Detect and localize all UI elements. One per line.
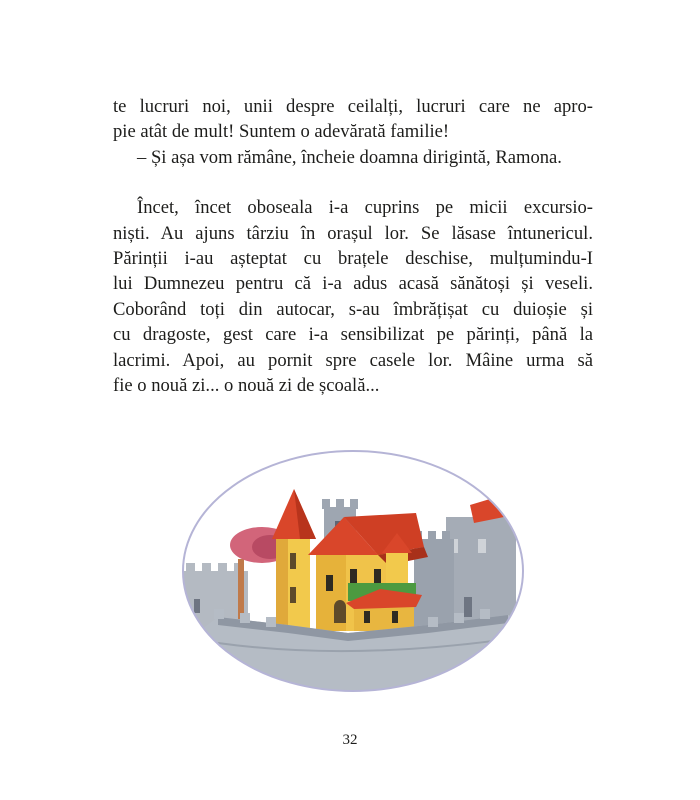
text-line: Încet, încet oboseala i-a cuprins pe micii excursio- xyxy=(137,197,593,219)
page-number: 32 xyxy=(342,732,358,748)
castle-illustration xyxy=(178,447,528,695)
dialogue-line: – Și așa vom rămâne, încheie doamna dirigintă, Ramona. xyxy=(137,146,562,168)
text-line: lui Dumnezeu pentru că i-a adus acasă sănătoși și veseli. xyxy=(113,273,593,295)
text-line: pie atât de mult! Suntem o adevărată familie! xyxy=(113,121,450,143)
text-line: te lucruri noi, unii despre ceilalți, lucruri care ne apro- xyxy=(113,96,593,117)
text-line: lacrimi. Apoi, au pornit spre casele lor. Mâine urma să xyxy=(113,349,593,371)
green-houses xyxy=(346,583,422,631)
text-line: Coborând toți din autocar, s-au îmbrățișat cu duioșie și xyxy=(113,298,593,320)
text-line: cu dragoste, gest care i-a sensibilizat pe părinți, până la xyxy=(113,324,593,346)
text-line: niști. Au ajuns târziu în orașul lor. Se lăsase întunericul. xyxy=(113,222,593,244)
text-line: Părinții i-au așteptat cu brațele deschise, mulțumindu-I xyxy=(113,248,593,270)
body-text xyxy=(113,94,593,398)
paragraph-gap xyxy=(113,170,593,195)
text-line: fie o nouă zi... o nouă zi de școală... xyxy=(113,375,380,397)
